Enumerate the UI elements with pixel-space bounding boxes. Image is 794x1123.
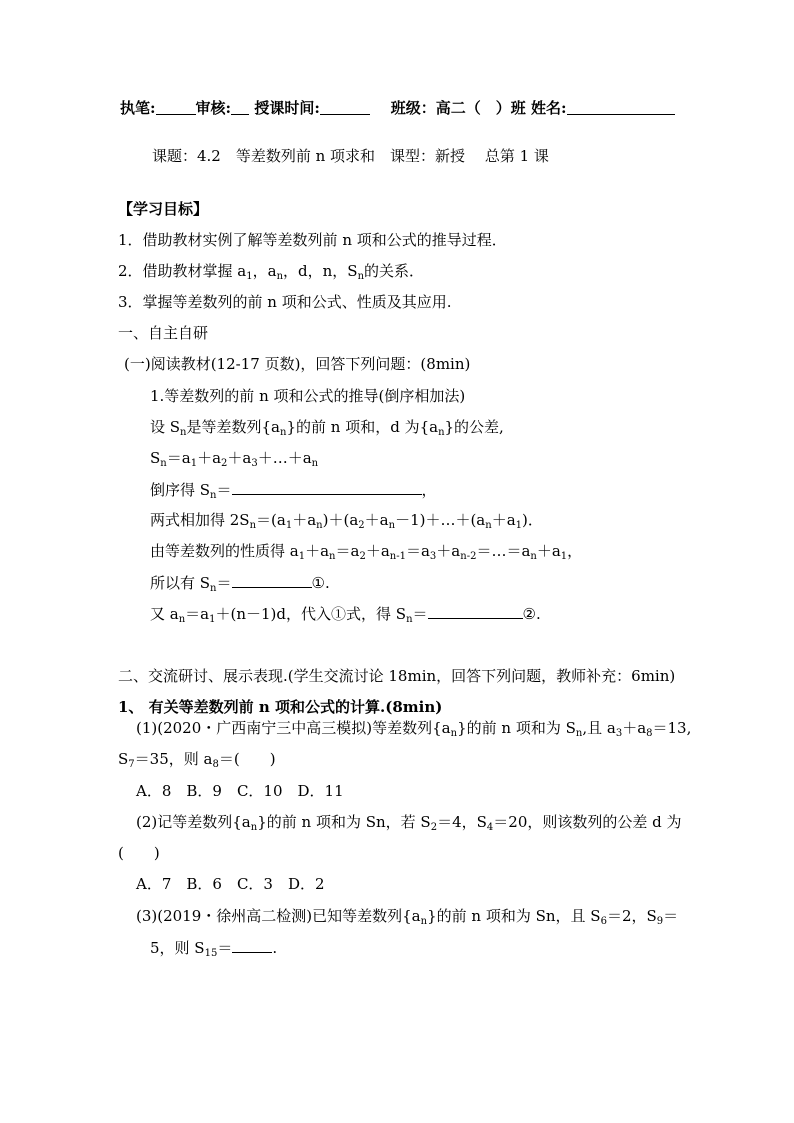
q1-line2 [118,749,276,769]
sub: 9 [656,916,664,927]
text: ＝13, [652,719,692,737]
text: ＋a [227,449,252,467]
text: )． [522,511,543,529]
text: ＝a [166,449,191,467]
text: ，d，n，S [283,262,358,280]
text: ＝…＝a [476,542,531,560]
text: }的前 n 项和为 S [457,719,576,737]
section2-title: 二、交流研讨、展示表现.(学生交流讨论 18min，回答下列问题，教师补充：6min) [118,667,676,685]
topic-line: 课题：4.2 等差数列前 n 项求和 课型：新授 总第 1 课 [152,147,549,165]
sub: n [357,271,365,282]
text: ＋a [364,511,389,529]
text: ＝4，S [437,813,487,831]
sub: n [210,490,217,501]
text: ＝a [405,542,430,560]
text: ＝ [216,574,232,592]
sub: 2 [430,822,438,833]
sub: 7 [128,759,135,770]
sum-formula [150,448,318,468]
text: )＋(a [322,511,359,529]
sub: 1 [190,458,198,469]
sub: 2 [358,520,365,531]
objective-2 [118,261,424,281]
text: ＝a [335,542,360,560]
sub: 1 [560,551,568,562]
objective-3: 3．掌握等差数列的前 n 项和公式、性质及其应用. [118,293,452,311]
sub: 1 [298,551,306,562]
text: }的前 n 项和为 Sn，若 S [257,813,431,831]
q2-line2: ( ) [118,844,160,862]
text: ＝2，S [606,907,657,925]
so-line [150,572,330,593]
sub: 1 [246,271,253,282]
text: ， [421,481,437,499]
sub: n [450,728,458,739]
text: }的前 n 项和，d 为{a [286,418,439,436]
text: 所以有 S [150,574,211,592]
sub: n [438,427,445,438]
q3-answer-blank[interactable] [232,937,272,953]
time-blank[interactable] [320,99,370,115]
sub: n [249,520,257,531]
text: (2)记等差数列{a [136,813,251,831]
text: 又 a [150,605,179,623]
sub: n [276,271,284,282]
sub: n-2 [460,551,477,562]
text: 的关系． [364,262,425,280]
header-line [120,98,675,118]
text: ,且 a [582,719,616,737]
text: ＝(a [256,511,286,529]
text: 2．借助教材掌握 a [118,262,247,280]
text: ＋a [365,542,390,560]
class-label: 班级：高二（ ）班 [390,99,526,117]
sub: n [575,728,583,739]
reviewer-blank[interactable] [231,99,249,115]
sub: n [329,551,336,562]
sub: n [280,427,287,438]
q1-line1 [136,718,691,738]
section1-title: 一、自主自研 [118,324,209,342]
q2-line1 [136,812,682,832]
sub: 8 [646,728,653,739]
text: (1)(2020・广西南宁三中高三模拟)等差数列{a [136,719,451,737]
sub: 6 [600,916,607,927]
text: ②. [522,605,541,623]
text: ＝35，则 a [134,750,213,768]
add-line [150,510,543,530]
sub: n [485,520,492,531]
text: ＝ [217,939,233,957]
point1: 1.等差数列的前 n 项和公式的推导(倒序相加法) [150,387,466,405]
text: 设 S [150,418,181,436]
sub: 1 [209,614,216,625]
q1-options: A．8 B．9 C．10 D．11 [136,782,344,800]
q2-options: A．7 B．6 C．3 D．2 [136,875,325,893]
q3-line1 [136,906,678,926]
text: 由等差数列的性质得 a [150,542,299,560]
text: ＋a [622,719,647,737]
text: ＋a [292,511,317,529]
sub: 2 [359,551,366,562]
text: }的前 n 项和为 Sn，且 S [427,907,601,925]
text: ＋a [305,542,330,560]
sub: n [311,458,319,469]
text: (3)(2019・徐州高二检测)已知等差数列{a [136,907,421,925]
text: ， [567,542,583,560]
text: }的公差, [444,418,504,436]
text: ＝ [663,907,679,925]
sub: 2 [221,458,228,469]
sub: 3 [429,551,437,562]
writer-label: 执笔: [120,99,156,117]
text: ＋a [536,542,561,560]
writer-blank[interactable] [156,99,196,115]
text: ①. [311,574,330,592]
sub: n [406,614,413,625]
sub: 3 [251,458,258,469]
line-set [150,417,504,437]
reverse-line [150,479,437,500]
text: ，a [252,262,277,280]
text: S [150,449,161,467]
name-blank[interactable] [567,99,675,115]
text: ＋a [197,449,222,467]
sub: n [250,822,258,833]
reverse-blank[interactable] [232,479,422,495]
text: ＝ [412,605,428,623]
text: ＋a [491,511,516,529]
text: 5，则 S [150,939,205,957]
sub: n [178,614,186,625]
sub: 1 [285,520,293,531]
formula1-blank[interactable] [232,572,312,588]
substitute-line [150,603,541,624]
text: 是等差数列{a [186,418,280,436]
property-line [150,541,582,561]
text: ＋…＋a [257,449,312,467]
sub: 15 [204,948,218,959]
sub: n [316,520,323,531]
section2-q-heading: 1、 有关等差数列前 n 项和公式的计算.(8min) [118,698,443,716]
section1-sub1: (一)阅读教材(12-17 页数)，回答下列问题：(8min) [124,355,471,373]
text: ＝ [216,481,232,499]
sub: n [160,458,167,469]
sub: n [530,551,537,562]
text: ＋a [436,542,461,560]
reviewer-label: 审核: [195,99,232,117]
formula2-blank[interactable] [428,603,523,619]
text: 倒序得 S [150,481,211,499]
text: S [118,750,129,768]
sub: 3 [615,728,623,739]
sub: n [180,427,187,438]
sub: n-1 [389,551,406,562]
text: ＝20，则该数列的公差 d 为 [493,813,682,831]
text: ＝a [185,605,210,623]
sub: 4 [486,822,494,833]
sub: n [210,583,217,594]
sub: n [388,520,396,531]
sub: 8 [212,759,219,770]
text: ＝( ) [218,750,276,768]
q3-line2 [150,937,277,958]
name-label: 姓名: [531,99,567,117]
text: . [272,939,278,957]
objective-1: 1．借助教材实例了解等差数列前 n 项和公式的推导过程． [118,231,507,249]
text: ＋(n－1)d，代入①式，得 S [215,605,407,623]
sub: 1 [515,520,523,531]
text: －1)＋…＋(a [395,511,486,529]
sub: n [420,916,428,927]
time-label: 授课时间: [254,99,320,117]
text: 两式相加得 2S [150,511,250,529]
objectives-heading: 【学习目标】 [118,200,209,218]
